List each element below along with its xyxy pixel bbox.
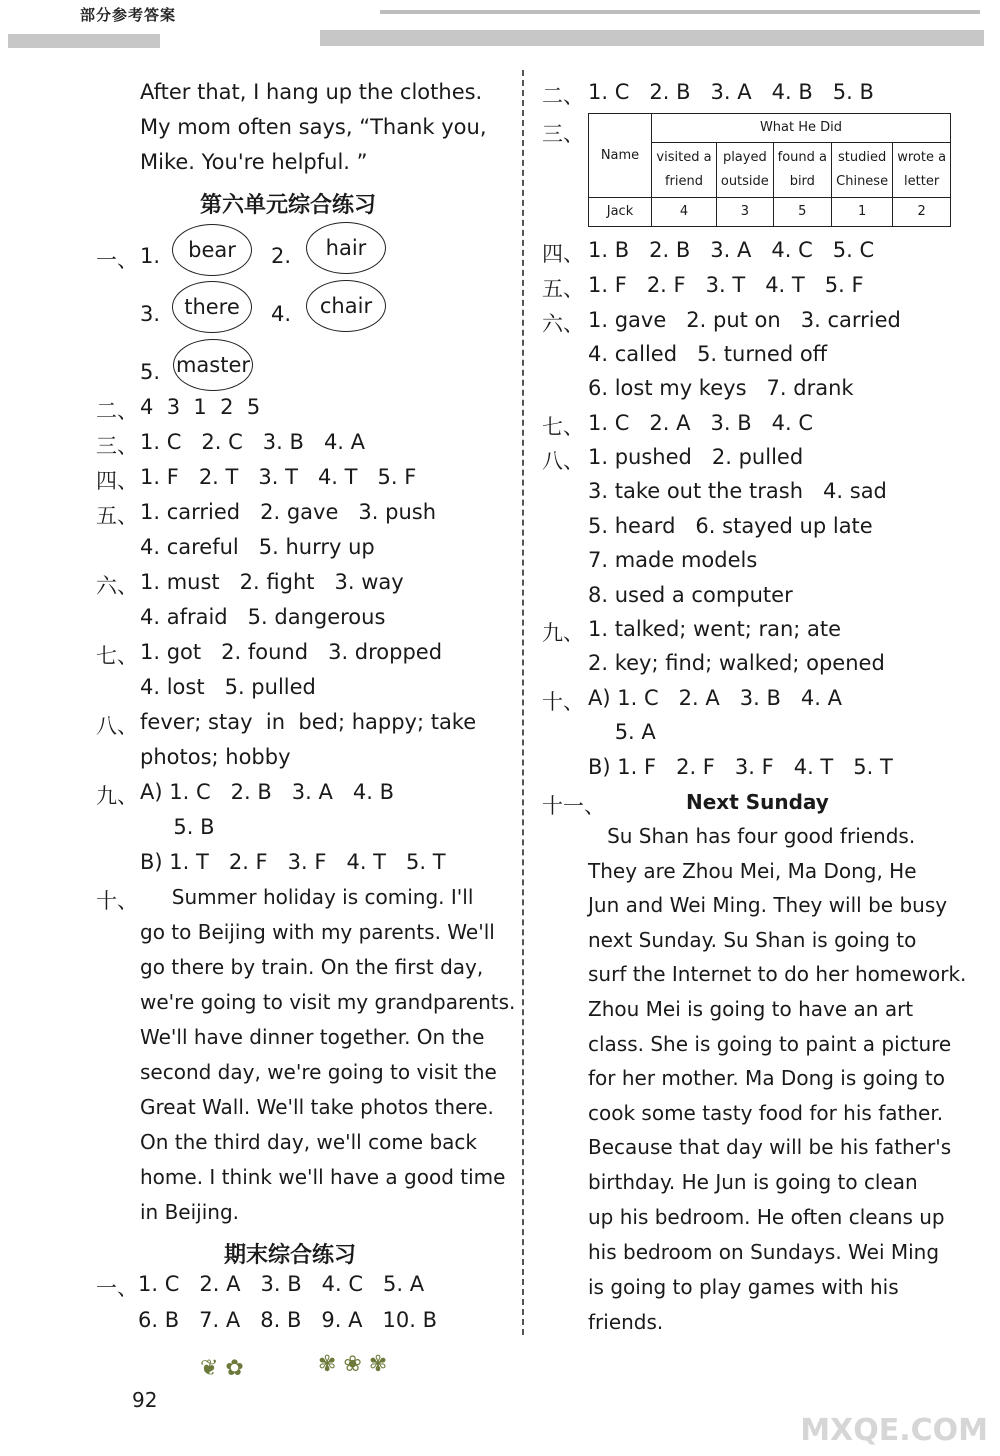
header-title: 部分参考答案 [80,6,177,24]
answer-label: 四、 [542,242,584,266]
intro-line: After that, I hang up the clothes. [140,80,483,104]
answer-line: A) 1. C 2. B 3. A 4. B [140,780,394,804]
essay-line: We'll have dinner together. On the [140,1025,485,1049]
table-cell: 3 [717,198,774,227]
table-cell: 1 [831,198,892,227]
essay-line: his bedroom on Sundays. Wei Ming [588,1240,940,1264]
answer-label: 一、 [96,1276,138,1300]
table-cell: 4 [652,198,717,227]
essay-line: Great Wall. We'll take photos there. [140,1095,494,1119]
essay-line: go to Beijing with my parents. We'll [140,920,495,944]
answer-line: 1. pushed 2. pulled [588,445,804,469]
answer-line: 1. F 2. T 3. T 4. T 5. F [140,465,417,489]
essay-line: surf the Internet to do her homework. [588,962,967,986]
answer-line: 1. C 2. B 3. A 4. B 5. B [588,80,874,104]
column-header: visited a friend [652,142,717,198]
answer-line: 1. B 2. B 3. A 4. C 5. C [588,238,875,262]
answer-label: 十、 [542,690,584,714]
essay-line: we're going to visit my grandparents. [140,990,516,1014]
answer-line: 1. must 2. fight 3. way [140,570,404,594]
essay-line: cook some tasty food for his father. [588,1101,944,1125]
answer-line: 1. got 2. found 3. dropped [140,640,443,664]
table-cell: 5 [773,198,831,227]
intro-line: My mom often says, “Thank you, [140,115,487,139]
intro-line: Mike. You're helpful. ” [140,150,368,174]
answer-label: 二、 [542,84,584,108]
item-number: 3. [140,302,161,326]
watermark: MXQE.COM [800,1413,988,1448]
essay-line: class. She is going to paint a picture [588,1032,952,1056]
essay-line: On the third day, we'll come back [140,1130,477,1154]
circled-word: bear [172,224,252,276]
answer-line: 1. C 2. A 3. B 4. C [588,411,814,435]
essay-line: second day, we're going to visit the [140,1060,497,1084]
answer-line: B) 1. T 2. F 3. F 4. T 5. T [140,850,446,874]
item-number: 4. [271,302,292,326]
essay-line: go there by train. On the first day, [140,955,484,979]
header-rule [380,10,980,14]
answer-line: 1. F 2. F 3. T 4. T 5. F [588,273,864,297]
answer-line: 1. gave 2. put on 3. carried [588,308,901,332]
row-name: Jack [589,198,652,227]
column-header: found a bird [773,142,831,198]
column-header: studied Chinese [831,142,892,198]
answer-line: 5. heard 6. stayed up late [588,514,873,538]
essay-line: for her mother. Ma Dong is going to [588,1066,945,1090]
what-he-did-table [588,113,951,227]
answer-label: 五、 [96,504,138,528]
essay-line: in Beijing. [140,1200,240,1224]
essay-line: Because that day will be his father's [588,1135,952,1159]
answer-line: 4. afraid 5. dangerous [140,605,386,629]
answer-label: 七、 [542,415,584,439]
answer-line: 4. lost 5. pulled [140,675,316,699]
page-number: 92 [132,1388,158,1412]
answer-label: 六、 [96,574,138,598]
circled-word: hair [306,222,386,274]
answer-line: 6. lost my keys 7. drank [588,376,854,400]
flower-decoration-icon: ✾ ❀ ✾ [318,1352,388,1377]
answer-label: 八、 [542,449,584,473]
header-band-right [320,30,984,46]
answer-label: 五、 [542,277,584,301]
essay-line: home. I think we'll have a good time [140,1165,506,1189]
essay-line: Summer holiday is coming. I'll [140,885,474,909]
circled-word: chair [306,280,386,332]
answer-line: photos; hobby [140,745,291,769]
essay-line: birthday. He Jun is going to clean [588,1170,918,1194]
column-divider [522,70,524,1335]
essay-line: next Sunday. Su Shan is going to [588,928,917,952]
answer-line: 3. take out the trash 4. sad [588,479,887,503]
answer-line: 6. B 7. A 8. B 9. A 10. B [138,1308,437,1332]
essay-label: 十、 [96,889,138,913]
answer-line: 1. talked; went; ran; ate [588,617,842,641]
answer-label: 九、 [542,621,584,645]
answer-line: 1. C 2. C 3. B 4. A [140,430,366,454]
final-title: 期末综合练习 [224,1243,357,1268]
answer-label: 七、 [96,644,138,668]
essay-line: Zhou Mei is going to have an art [588,997,914,1021]
answer-line: B) 1. F 2. F 3. F 4. T 5. T [588,755,893,779]
essay-line: Jun and Wei Ming. They will be busy [588,893,948,917]
item-number: 1. [140,244,161,268]
name-header: Name [589,114,652,198]
column-header: played outside [717,142,774,198]
answer-line: 5. B [140,815,215,839]
essay-line: Su Shan has four good friends. [588,824,916,848]
answer-line: A) 1. C 2. A 3. B 4. A [588,686,842,710]
answer-label: 九、 [96,784,138,808]
circled-word: master [173,339,253,391]
answer-line: 5. A [588,720,656,744]
answer-line: 1. carried 2. gave 3. push [140,500,437,524]
answer-label: 二、 [96,399,138,423]
answer-line: 1. C 2. A 3. B 4. C 5. A [138,1272,425,1296]
answer-label: 四、 [96,469,138,493]
answer-label: 三、 [96,434,138,458]
answer-line: 8. used a computer [588,583,793,607]
table-cell: 2 [893,198,951,227]
leaf-decoration-icon: ❦ ✿ [200,1356,244,1381]
circled-word: there [172,281,252,333]
header-band-left [8,34,160,48]
answer-line: 4 3 1 2 5 [140,395,261,419]
answer-line: 7. made models [588,548,758,572]
essay-line: friends. [588,1310,664,1334]
column-header: wrote a letter [893,142,951,198]
answer-label: 三、 [542,122,584,146]
essay-line: up his bedroom. He often cleans up [588,1205,945,1229]
group-header: What He Did [652,114,951,143]
essay-title: Next Sunday [686,790,829,814]
answer-line: 4. careful 5. hurry up [140,535,375,559]
answer-line: 2. key; find; walked; opened [588,651,885,675]
essay-label: 十一、 [542,794,605,818]
item-number: 5. [140,360,161,384]
question-label: 一、 [96,248,138,272]
unit-title: 第六单元综合练习 [200,193,377,218]
answer-line: fever; stay in bed; happy; take [140,710,477,734]
answer-label: 六、 [542,312,584,336]
essay-line: They are Zhou Mei, Ma Dong, He [588,859,917,883]
essay-line: is going to play games with his [588,1275,899,1299]
answer-label: 八、 [96,714,138,738]
item-number: 2. [271,244,292,268]
answer-line: 4. called 5. turned off [588,342,828,366]
